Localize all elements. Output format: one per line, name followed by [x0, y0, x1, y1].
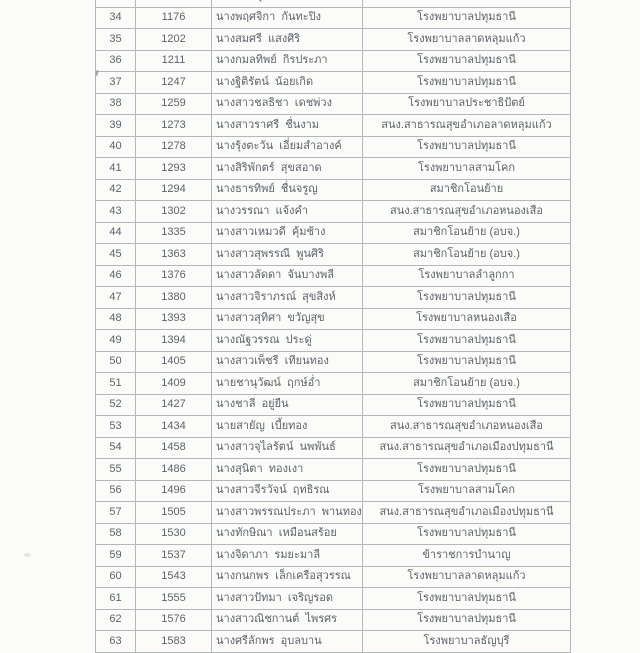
- table-row: [96, 373, 571, 395]
- member-org-cell: สนง.สาธารณสุขอำเภอหนองเสือ: [363, 201, 571, 223]
- table-row: [96, 72, 571, 94]
- member-name-cell: นางสาวปัทมา เจริญรอด: [212, 588, 363, 610]
- row-number-cell: 62: [96, 610, 136, 632]
- member-name-cell: นางสาวสุพรรณี พูนศิริ: [212, 244, 363, 266]
- member-name-cell: นายสายัญ เบี้ยทอง: [212, 416, 363, 438]
- member-name-cell: นางฐิติรัตน์ น้อยเกิด: [212, 72, 363, 94]
- row-number-cell: 48: [96, 309, 136, 331]
- member-id-cell: 1376: [136, 266, 212, 288]
- member-name-cell: นางกนกพร เล็กเครือสุวรรณ: [212, 567, 363, 589]
- member-roster-table: [95, 0, 571, 653]
- member-name-cell: นางสุนิตา ทองเงา: [212, 459, 363, 481]
- table-row: [96, 502, 571, 524]
- row-number-cell: 56: [96, 481, 136, 503]
- member-org-cell: [363, 0, 571, 8]
- row-number-cell: 36: [96, 51, 136, 73]
- member-id-cell: 1247: [136, 72, 212, 94]
- member-name-cell: นางสาวชลธิชา เดชพ่วง: [212, 94, 363, 116]
- member-org-cell: สนง.สาธารณสุขอำเภอเมืองปทุมธานี: [363, 438, 571, 460]
- member-id-cell: 1302: [136, 201, 212, 223]
- member-name-cell: นายชานุวัฒน์ ฤกษ์อ่ำ: [212, 373, 363, 395]
- member-org-cell: โรงพยาบาลปทุมธานี: [363, 459, 571, 481]
- table-row: [96, 29, 571, 51]
- member-id-cell: [136, 0, 212, 8]
- member-id-cell: 1259: [136, 94, 212, 116]
- member-id-cell: 1294: [136, 180, 212, 202]
- member-id-cell: 1543: [136, 567, 212, 589]
- member-org-cell: โรงพยาบาลลาดหลุมแก้ว: [363, 567, 571, 589]
- member-name-cell: นางสาวเพ็ชรี เทียนทอง: [212, 352, 363, 374]
- row-number-cell: 46: [96, 266, 136, 288]
- member-org-cell: โรงพยาบาลธัญบุรี: [363, 631, 571, 653]
- member-id-cell: 1555: [136, 588, 212, 610]
- table-row: [96, 8, 571, 30]
- table-row: [96, 266, 571, 288]
- row-number-cell: 43: [96, 201, 136, 223]
- table-row: [96, 610, 571, 632]
- member-org-cell: โรงพยาบาลสามโคก: [363, 158, 571, 180]
- row-number-cell: 45: [96, 244, 136, 266]
- member-org-cell: สมาชิกโอนย้าย: [363, 180, 571, 202]
- row-number-cell: 42: [96, 180, 136, 202]
- member-name-cell: นางจิดาภา รมยะมาลี: [212, 545, 363, 567]
- member-name-cell: นางสาวจิราภรณ์ สุขสิงห์: [212, 287, 363, 309]
- table-row: [96, 94, 571, 116]
- member-org-cell: โรงพยาบาลปทุมธานี: [363, 72, 571, 94]
- table-row: [96, 201, 571, 223]
- member-id-cell: 1405: [136, 352, 212, 374]
- table-row: [96, 115, 571, 137]
- member-org-cell: โรงพยาบาลปทุมธานี: [363, 287, 571, 309]
- row-number-cell: 37: [96, 72, 136, 94]
- member-name-cell: นางสมศรี แสงศิริ: [212, 29, 363, 51]
- scan-artifact-smudge: [24, 553, 31, 557]
- member-org-cell: โรงพยาบาลลาดหลุมแก้ว: [363, 29, 571, 51]
- member-id-cell: 1273: [136, 115, 212, 137]
- row-number-cell: 61: [96, 588, 136, 610]
- member-id-cell: 1434: [136, 416, 212, 438]
- member-name-cell: นางธารทิพย์ ชื่นจรูญ: [212, 180, 363, 202]
- row-number-cell: 49: [96, 330, 136, 352]
- member-id-cell: 1363: [136, 244, 212, 266]
- member-name-cell: นางสาวณิชกานต์ ไพรศร: [212, 610, 363, 632]
- member-org-cell: สนง.สาธารณสุขอำเภอหนองเสือ: [363, 416, 571, 438]
- member-org-cell: โรงพยาบาลสามโคก: [363, 481, 571, 503]
- table-row: [96, 631, 571, 653]
- member-org-cell: สมาชิกโอนย้าย (อบจ.): [363, 244, 571, 266]
- table-row: [96, 330, 571, 352]
- member-name-cell: นางสาวจีรวัจน์ ฤทธิรณ: [212, 481, 363, 503]
- member-id-cell: 1202: [136, 29, 212, 51]
- row-number-cell: 57: [96, 502, 136, 524]
- table-row: [96, 438, 571, 460]
- member-id-cell: 1427: [136, 395, 212, 417]
- member-id-cell: 1576: [136, 610, 212, 632]
- row-number-cell: 44: [96, 223, 136, 245]
- member-id-cell: 1211: [136, 51, 212, 73]
- member-name-cell: นางสิริพักตร์ สุขสอาด: [212, 158, 363, 180]
- table-row: [96, 416, 571, 438]
- table-row: [96, 545, 571, 567]
- member-id-cell: 1380: [136, 287, 212, 309]
- member-name-cell: นางกมลทิพย์ กิรประภา: [212, 51, 363, 73]
- member-id-cell: 1505: [136, 502, 212, 524]
- member-name-cell: นางทักษิณา เหมือนสร้อย: [212, 524, 363, 546]
- table-row: [96, 524, 571, 546]
- member-org-cell: โรงพยาบาลปทุมธานี: [363, 524, 571, 546]
- table-row: [96, 244, 571, 266]
- member-org-cell: ข้าราชการบำนาญ: [363, 545, 571, 567]
- row-number-cell: 52: [96, 395, 136, 417]
- member-org-cell: สมาชิกโอนย้าย (อบจ.): [363, 373, 571, 395]
- member-name-cell: นางชาลี อยู่ยืน: [212, 395, 363, 417]
- member-id-cell: 1486: [136, 459, 212, 481]
- table-row: [96, 459, 571, 481]
- table-row: [96, 309, 571, 331]
- table-row: [96, 223, 571, 245]
- row-number-cell: 54: [96, 438, 136, 460]
- member-org-cell: สนง.สาธารณสุขอำเภอเมืองปทุมธานี: [363, 502, 571, 524]
- member-org-cell: โรงพยาบาลปทุมธานี: [363, 330, 571, 352]
- member-org-cell: โรงพยาบาลปทุมธานี: [363, 395, 571, 417]
- table-row: [96, 287, 571, 309]
- member-org-cell: โรงพยาบาลประชาธิปัตย์: [363, 94, 571, 116]
- member-id-cell: 1393: [136, 309, 212, 331]
- member-id-cell: 1583: [136, 631, 212, 653]
- row-number-cell: 35: [96, 29, 136, 51]
- member-org-cell: สมาชิกโอนย้าย (อบจ.): [363, 223, 571, 245]
- table-row: [96, 51, 571, 73]
- member-org-cell: โรงพยาบาลหนองเสือ: [363, 309, 571, 331]
- row-number-cell: 38: [96, 94, 136, 116]
- member-name-cell: นางพฤศจิกา กันทะปิง: [212, 8, 363, 30]
- member-name-cell: นางสาวเหมวดี คุ้มช้าง: [212, 223, 363, 245]
- row-number-cell: 50: [96, 352, 136, 374]
- member-name-cell: [212, 0, 363, 8]
- row-number-cell: 47: [96, 287, 136, 309]
- member-name-cell: นางสาวลัดดา จันบางพลี: [212, 266, 363, 288]
- member-org-cell: โรงพยาบาลลำลูกกา: [363, 266, 571, 288]
- member-name-cell: นางสาวสุทิศา ขวัญสุข: [212, 309, 363, 331]
- row-number-cell: 41: [96, 158, 136, 180]
- row-number-cell: 55: [96, 459, 136, 481]
- member-name-cell: นางรุ้งตะวัน เอี่ยมสำอางค์: [212, 137, 363, 159]
- member-id-cell: 1530: [136, 524, 212, 546]
- member-name-cell: นางสาวจุไลรัตน์ นพพันธ์: [212, 438, 363, 460]
- member-name-cell: นางศรีลักพร อุบลบาน: [212, 631, 363, 653]
- table-row: [96, 352, 571, 374]
- member-org-cell: สนง.สาธารณสุขอำเภอลาดหลุมแก้ว: [363, 115, 571, 137]
- member-name-cell: นางวรรณา แจ้งคำ: [212, 201, 363, 223]
- member-org-cell: โรงพยาบาลปทุมธานี: [363, 137, 571, 159]
- member-id-cell: 1394: [136, 330, 212, 352]
- row-number-cell: [96, 0, 136, 8]
- row-number-cell: 51: [96, 373, 136, 395]
- table-row: [96, 137, 571, 159]
- row-number-cell: 39: [96, 115, 136, 137]
- row-number-cell: 58: [96, 524, 136, 546]
- row-number-cell: 63: [96, 631, 136, 653]
- table-row: [96, 395, 571, 417]
- member-id-cell: 1278: [136, 137, 212, 159]
- member-id-cell: 1409: [136, 373, 212, 395]
- member-id-cell: 1176: [136, 8, 212, 30]
- table-row: [96, 567, 571, 589]
- member-org-cell: โรงพยาบาลปทุมธานี: [363, 352, 571, 374]
- member-name-cell: นางณัฐวรรณ ประดู่: [212, 330, 363, 352]
- member-id-cell: 1335: [136, 223, 212, 245]
- member-id-cell: 1458: [136, 438, 212, 460]
- member-id-cell: 1537: [136, 545, 212, 567]
- row-number-cell: 59: [96, 545, 136, 567]
- table-row: [96, 158, 571, 180]
- member-id-cell: 1496: [136, 481, 212, 503]
- member-org-cell: โรงพยาบาลปทุมธานี: [363, 51, 571, 73]
- member-org-cell: โรงพยาบาลปทุมธานี: [363, 610, 571, 632]
- row-number-cell: 53: [96, 416, 136, 438]
- row-number-cell: 40: [96, 137, 136, 159]
- table-row: [96, 0, 571, 8]
- row-number-cell: 60: [96, 567, 136, 589]
- member-name-cell: นางสาวพรรณประภา พานทอง: [212, 502, 363, 524]
- table-row: [96, 180, 571, 202]
- table-row: [96, 588, 571, 610]
- member-org-cell: โรงพยาบาลปทุมธานี: [363, 588, 571, 610]
- member-name-cell: นางสาวราศรี ชื่นงาม: [212, 115, 363, 137]
- member-org-cell: โรงพยาบาลปทุมธานี: [363, 8, 571, 30]
- table-row: [96, 481, 571, 503]
- row-number-cell: 34: [96, 8, 136, 30]
- member-id-cell: 1293: [136, 158, 212, 180]
